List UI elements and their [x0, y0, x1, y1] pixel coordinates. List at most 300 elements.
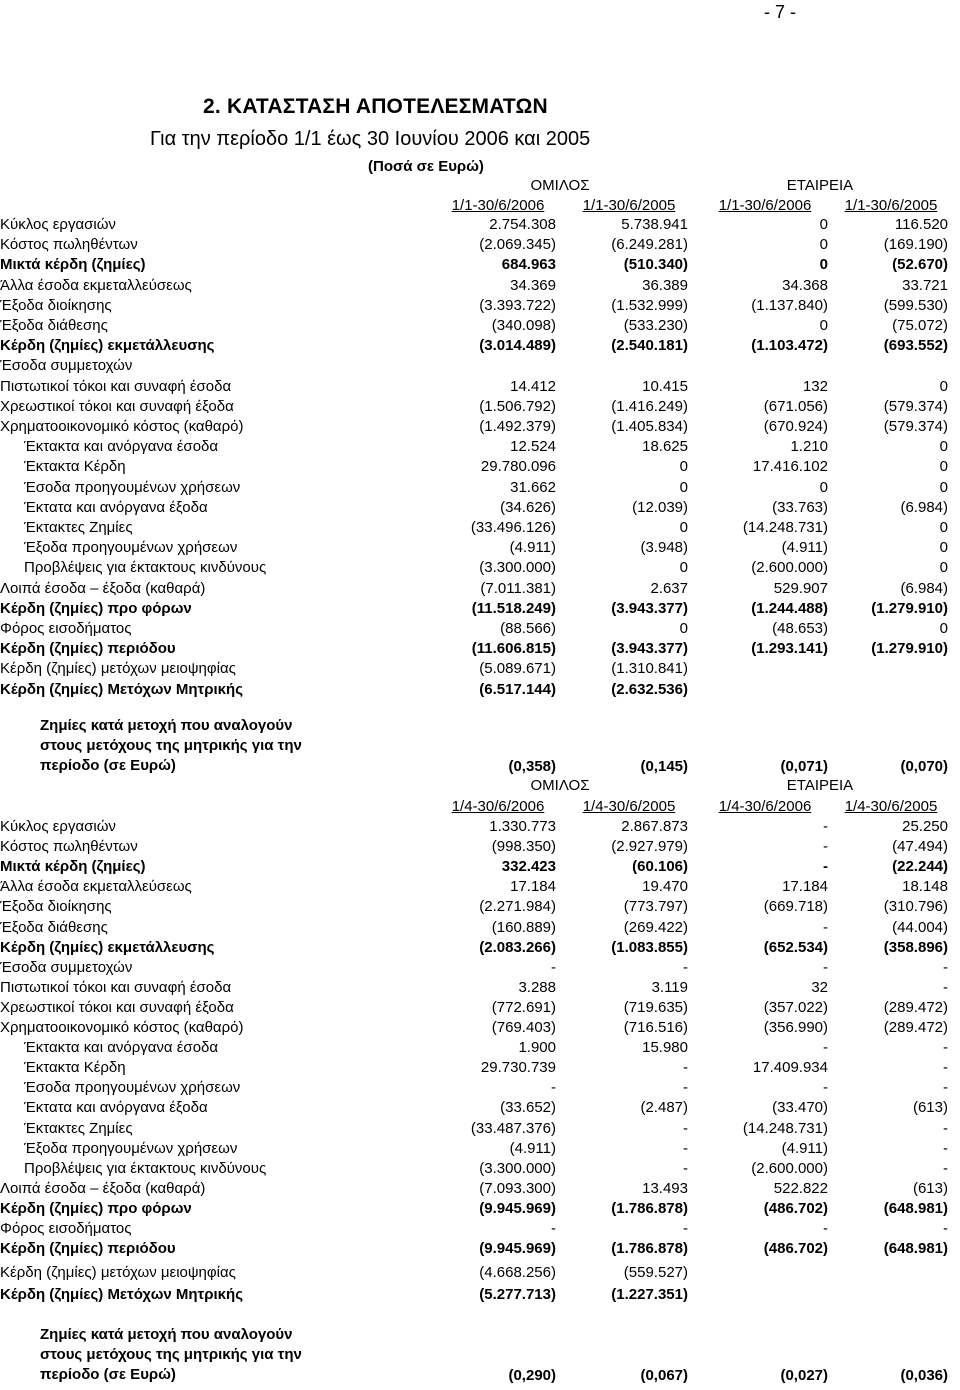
eps-value: (0,071) — [780, 758, 828, 775]
table-row — [0, 457, 960, 477]
row-value: (3.948) — [640, 539, 688, 557]
table-row — [0, 255, 960, 275]
row-value: (652.534) — [763, 938, 828, 956]
row-value: (169.190) — [883, 236, 948, 254]
group-label-etaireia: ΕΤΑΙΡΕΙΑ — [786, 777, 854, 794]
row-value: (3.014.489) — [479, 337, 556, 355]
row-label: Έξοδα διοίκησης — [0, 898, 112, 916]
row-value: 1.900 — [518, 1039, 556, 1057]
row-value: 132 — [802, 377, 828, 395]
table-row — [0, 1018, 960, 1038]
row-value: (2.632.536) — [611, 680, 688, 698]
table-row — [0, 1199, 960, 1219]
table-row — [0, 619, 960, 639]
row-value: - — [943, 1079, 948, 1097]
row-value: (4.668.256) — [479, 1264, 556, 1282]
row-value: - — [823, 958, 828, 976]
row-value: (670.924) — [763, 418, 828, 435]
eps-label-line: στους μετόχους της μητρικής για την — [40, 1346, 302, 1363]
table-row — [0, 437, 960, 457]
row-value: 0 — [819, 236, 828, 254]
table-row — [0, 998, 960, 1018]
eps-value: (0,036) — [900, 1367, 948, 1384]
row-value: (11.606.815) — [471, 640, 556, 658]
row-value: (310.796) — [883, 898, 948, 916]
row-value: 14.412 — [510, 377, 556, 395]
row-value: (2.083.266) — [479, 938, 556, 956]
row-value: 32 — [811, 978, 828, 996]
row-value: (9.945.969) — [479, 1240, 556, 1258]
table-row — [0, 1119, 960, 1139]
row-value: 34.369 — [510, 276, 556, 294]
group-label-omilos: ΟΜΙΛΟΣ — [530, 777, 590, 794]
eps-value: (0,290) — [508, 1367, 556, 1384]
row-label: Κέρδη (ζημίες) εκμετάλλευσης — [0, 337, 215, 355]
row-value: (1.786.878) — [611, 1199, 688, 1217]
table-row — [0, 897, 960, 917]
row-value: 29.730.739 — [480, 1059, 556, 1077]
row-label: Φόρος εισοδήματος — [0, 1220, 132, 1237]
row-value: (75.072) — [892, 317, 948, 334]
table-row — [0, 336, 960, 356]
period-label: 1/1-30/6/2005 — [582, 197, 676, 214]
table-row — [0, 918, 960, 938]
row-value: (7.011.381) — [480, 579, 556, 597]
row-value: (510.340) — [623, 256, 688, 274]
row-label: Έκτακτα και ανόργανα έσοδα — [24, 438, 219, 456]
table-row — [0, 680, 960, 700]
row-value: - — [823, 858, 828, 876]
table-row — [0, 1179, 960, 1199]
row-value: (289.472) — [883, 998, 948, 1016]
row-label: Χρεωστικοί τόκοι και συναφή έξοδα — [0, 397, 234, 415]
row-value: (1.786.878) — [611, 1240, 688, 1258]
row-label: Κέρδη (ζημίες) μετόχων μειοψηφίας — [0, 660, 236, 678]
row-label: Κύκλος εργασιών — [0, 216, 116, 233]
row-value: (773.797) — [623, 898, 688, 916]
row-value: 0 — [819, 478, 828, 496]
row-value: (2.069.345) — [479, 236, 556, 254]
row-value: 0 — [939, 539, 948, 557]
row-value: (22.244) — [892, 858, 948, 876]
row-value: (12.039) — [632, 498, 688, 516]
row-value: (693.552) — [883, 337, 948, 355]
row-value: 116.520 — [894, 216, 948, 233]
row-value: (719.635) — [623, 998, 688, 1016]
table-row — [0, 599, 960, 619]
row-value: 17.409.934 — [752, 1059, 828, 1077]
row-label: Έξοδα διοίκησης — [0, 296, 112, 314]
period-label: 1/1-30/6/2006 — [451, 197, 545, 214]
table-row — [0, 397, 960, 417]
row-value: 19.470 — [642, 878, 688, 896]
row-value: (14.248.731) — [742, 1119, 828, 1137]
row-value: 0 — [679, 559, 688, 577]
row-value: (1.279.910) — [871, 599, 948, 617]
period-label: 1/4-30/6/2005 — [582, 798, 676, 815]
row-label: Προβλέψεις για έκτακτους κινδύνους — [24, 559, 267, 577]
row-value: (648.981) — [883, 1199, 948, 1217]
row-value: (33.470) — [772, 1099, 828, 1117]
row-label: Χρηματοοικονομικό κόστος (καθαρό) — [0, 1019, 244, 1036]
row-value: (3.300.000) — [479, 1159, 556, 1177]
row-label: Κέρδη (ζημίες) περιόδου — [0, 640, 176, 658]
table-row — [0, 276, 960, 296]
row-label: Έξοδα προηγουμένων χρήσεων — [24, 539, 238, 557]
row-value: - — [823, 918, 828, 936]
row-value: 684.963 — [501, 256, 556, 274]
row-value: 2.754.308 — [489, 216, 556, 233]
row-value: 0 — [819, 256, 828, 274]
row-value: - — [823, 1079, 828, 1097]
row-value: 0 — [679, 519, 688, 536]
table-row — [0, 316, 960, 336]
table-row — [0, 659, 960, 679]
row-value: 15.980 — [642, 1039, 688, 1057]
row-value: (2.927.979) — [611, 838, 688, 856]
row-value: - — [943, 978, 948, 996]
row-value: (52.670) — [892, 256, 948, 274]
row-value: 0 — [939, 620, 948, 637]
row-value: 522.822 — [773, 1179, 828, 1197]
row-value: 1.330.773 — [489, 818, 556, 835]
row-value: 0 — [819, 216, 828, 233]
row-value: (11.518.249) — [471, 599, 556, 617]
row-value: (1.103.472) — [751, 337, 828, 355]
row-label: Κόστος πωληθέντων — [0, 838, 138, 856]
eps-label-line: Ζημίες κατά μετοχή που αναλογούν — [40, 717, 293, 734]
row-label: Χρηματοοικονομικό κόστος (καθαρό) — [0, 418, 244, 435]
row-value: (1.416.249) — [611, 397, 688, 415]
period-header — [0, 797, 960, 817]
row-label: Φόρος εισοδήματος — [0, 620, 132, 637]
row-value: 34.368 — [782, 276, 828, 294]
row-value: (5.277.713) — [479, 1286, 556, 1304]
row-value: (486.702) — [763, 1240, 828, 1258]
table-row — [0, 837, 960, 857]
row-label: Λοιπά έσοδα – έξοδα (καθαρά) — [0, 1179, 206, 1197]
row-value: (6.249.281) — [611, 236, 688, 254]
row-value: 0 — [939, 438, 948, 456]
row-value: - — [683, 1159, 688, 1177]
row-label: Έκτατα και ανόργανα έξοδα — [24, 1099, 208, 1117]
row-label: Προβλέψεις για έκτακτους κινδύνους — [24, 1159, 267, 1177]
row-value: 25.250 — [902, 818, 948, 835]
table-row — [0, 518, 960, 538]
row-value: (1.532.999) — [611, 296, 688, 314]
eps-label-line: Ζημίες κατά μετοχή που αναλογούν — [40, 1326, 293, 1343]
row-label: Άλλα έσοδα εκμεταλλεύσεως — [0, 878, 192, 896]
row-value: - — [551, 1079, 556, 1097]
row-value: (533.230) — [623, 317, 688, 334]
row-value: 17.184 — [782, 878, 828, 896]
row-value: (88.566) — [500, 620, 556, 637]
row-value: (1.405.834) — [611, 418, 688, 435]
table-row — [0, 498, 960, 518]
page-number: - 7 - — [764, 2, 797, 22]
row-value: (6.984) — [900, 498, 948, 516]
row-value: - — [823, 838, 828, 856]
row-value: 18.148 — [902, 878, 948, 896]
row-value: (2.540.181) — [611, 337, 688, 355]
row-value: (579.374) — [883, 418, 948, 435]
row-label: Έσοδα προηγουμένων χρήσεων — [24, 478, 241, 496]
row-value: (5.089.671) — [479, 660, 556, 678]
row-value: (48.653) — [772, 620, 828, 637]
row-value: 12.524 — [510, 438, 556, 456]
row-value: - — [823, 818, 828, 835]
row-value: (3.300.000) — [479, 559, 556, 577]
row-value: (33.652) — [500, 1099, 556, 1117]
row-value: - — [683, 1220, 688, 1237]
table-row — [0, 958, 960, 978]
row-label: Μικτά κέρδη (ζημίες) — [0, 858, 146, 876]
row-label: Λοιπά έσοδα – έξοδα (καθαρά) — [0, 579, 206, 597]
row-value: (769.403) — [491, 1019, 556, 1036]
table-row — [0, 1098, 960, 1118]
table-row — [0, 938, 960, 958]
row-value: (340.098) — [491, 317, 556, 334]
row-value: 3.119 — [651, 978, 688, 996]
row-value: (160.889) — [491, 918, 556, 936]
row-value: 33.721 — [902, 276, 948, 294]
table-row — [0, 857, 960, 877]
row-value: 31.662 — [510, 478, 556, 496]
table-row — [0, 1159, 960, 1179]
row-label: Μικτά κέρδη (ζημίες) — [0, 256, 146, 274]
table-row — [0, 558, 960, 578]
currency-note: (Ποσά σε Ευρώ) — [368, 158, 484, 175]
row-label: Κόστος πωληθέντων — [0, 236, 138, 254]
row-value: (47.494) — [892, 838, 948, 856]
period-label: 1/1-30/6/2005 — [844, 197, 938, 214]
row-value: (289.472) — [883, 1019, 948, 1036]
period-label: 1/4-30/6/2005 — [844, 798, 938, 815]
row-label: Κέρδη (ζημίες) μετόχων μειοψηφίας — [0, 1264, 236, 1282]
eps-value: (0,145) — [640, 758, 688, 775]
row-value: 10.415 — [642, 377, 688, 395]
row-value: (1.293.141) — [751, 640, 828, 658]
row-value: 1.210 — [790, 438, 828, 456]
row-value: 0 — [939, 377, 948, 395]
statement-subtitle: Για την περίοδο 1/1 έως 30 Ιουνίου 2006 και 2005 — [150, 128, 591, 150]
row-value: 0 — [679, 458, 688, 476]
table-row — [0, 356, 960, 376]
row-value: - — [823, 1039, 828, 1057]
table-row — [0, 1038, 960, 1058]
row-value: (6.984) — [900, 579, 948, 597]
row-value: - — [943, 1220, 948, 1237]
row-value: (44.004) — [892, 918, 948, 936]
row-value: 17.416.102 — [752, 458, 828, 476]
row-value: - — [683, 1079, 688, 1097]
row-label: Έξοδα προηγουμένων χρήσεων — [24, 1139, 238, 1157]
row-value: (358.896) — [883, 938, 948, 956]
row-value: - — [943, 1119, 948, 1137]
row-value: (6.517.144) — [479, 680, 556, 698]
row-value: 0 — [679, 620, 688, 637]
row-value: (998.350) — [491, 838, 556, 856]
group-header — [0, 176, 960, 196]
row-value: 17.184 — [510, 878, 556, 896]
row-value: 2.637 — [650, 579, 688, 597]
table-row — [0, 1285, 960, 1305]
row-value: (1.279.910) — [871, 640, 948, 658]
row-label: Χρεωστικοί τόκοι και συναφή έξοδα — [0, 998, 234, 1016]
row-label: Κέρδη (ζημίες) Μετόχων Μητρικής — [0, 1286, 243, 1304]
row-value: (648.981) — [883, 1240, 948, 1258]
row-value: (4.911) — [509, 539, 556, 557]
row-value: (60.106) — [632, 858, 688, 876]
row-label: Έκτακτες Ζημίες — [24, 1119, 133, 1137]
row-value: (14.248.731) — [742, 519, 828, 536]
period-label: 1/4-30/6/2006 — [451, 798, 545, 815]
row-value: 18.625 — [642, 438, 688, 456]
row-value: - — [551, 958, 556, 976]
eps-values-row — [0, 757, 960, 777]
table-row — [0, 1239, 960, 1259]
row-value: 2.867.873 — [621, 818, 688, 835]
row-value: - — [943, 1139, 948, 1157]
row-label: Πιστωτικοί τόκοι και συναφή έσοδα — [0, 978, 232, 996]
row-value: (4.911) — [509, 1139, 556, 1157]
table-row — [0, 1058, 960, 1078]
row-label: Άλλα έσοδα εκμεταλλεύσεως — [0, 276, 192, 294]
row-label: Έσοδα συμμετοχών — [0, 958, 133, 976]
row-value: (33.487.376) — [470, 1119, 556, 1137]
table-row — [0, 1139, 960, 1159]
row-value: (1.137.840) — [751, 296, 828, 314]
statement-title: 2. ΚΑΤΑΣΤΑΣΗ ΑΠΟΤΕΛΕΣΜΑΤΩΝ — [203, 95, 548, 118]
row-value: - — [551, 1220, 556, 1237]
eps-values-row — [0, 1366, 960, 1386]
row-value: 529.907 — [773, 579, 828, 597]
row-value: (599.530) — [883, 296, 948, 314]
row-label: Κύκλος εργασιών — [0, 818, 116, 835]
row-label: Έκτατα και ανόργανα έξοδα — [24, 498, 208, 516]
row-label: Κέρδη (ζημίες) εκμετάλλευσης — [0, 938, 215, 956]
table-row — [0, 1219, 960, 1239]
row-label: Έξοδα διάθεσης — [0, 317, 108, 334]
row-value: - — [943, 1159, 948, 1177]
table-row — [0, 639, 960, 659]
row-value: (4.911) — [781, 1139, 828, 1157]
row-value: 0 — [679, 478, 688, 496]
eps-value: (0,027) — [780, 1367, 828, 1384]
row-value: 0 — [939, 559, 948, 577]
row-value: (4.911) — [781, 539, 828, 557]
row-label: Κέρδη (ζημίες) προ φόρων — [0, 1199, 192, 1217]
table-row — [0, 377, 960, 397]
row-value: (559.527) — [623, 1264, 688, 1282]
row-value: (716.516) — [623, 1019, 688, 1036]
row-label: Κέρδη (ζημίες) προ φόρων — [0, 599, 192, 617]
row-value: (33.763) — [772, 498, 828, 516]
row-value: (34.626) — [500, 498, 556, 516]
eps-value: (0,358) — [508, 758, 556, 775]
row-value: 0 — [939, 458, 948, 476]
row-value: (1.227.351) — [611, 1286, 688, 1304]
row-value: (669.718) — [763, 898, 828, 916]
row-value: 0 — [819, 317, 828, 334]
row-value: (772.691) — [491, 998, 556, 1016]
row-value: (3.943.377) — [611, 640, 688, 658]
row-value: 36.389 — [642, 276, 688, 294]
eps-label-line: περίοδο (σε Ευρώ) — [40, 1366, 176, 1383]
row-value: 5.738.941 — [621, 216, 688, 233]
row-value: (9.945.969) — [479, 1199, 556, 1217]
table-row — [0, 579, 960, 599]
row-value: (1.083.855) — [611, 938, 688, 956]
row-value: (613) — [912, 1179, 948, 1197]
row-value: - — [683, 958, 688, 976]
row-value: 29.780.096 — [480, 458, 556, 476]
row-value: (2.271.984) — [479, 898, 556, 916]
row-value: (671.056) — [763, 397, 828, 415]
table-row — [0, 978, 960, 998]
table-row — [0, 296, 960, 316]
row-value: 0 — [939, 519, 948, 536]
row-value: - — [683, 1059, 688, 1077]
row-value: (1.244.488) — [751, 599, 828, 617]
row-label: Έξοδα διάθεσης — [0, 918, 108, 936]
row-value: (356.990) — [763, 1019, 828, 1036]
group-header — [0, 776, 960, 796]
row-value: - — [943, 1039, 948, 1057]
row-value: (3.393.722) — [479, 296, 556, 314]
eps-value: (0,067) — [640, 1367, 688, 1384]
row-value: - — [683, 1139, 688, 1157]
row-value: 3.288 — [518, 978, 556, 996]
row-label: Έσοδα συμμετοχών — [0, 357, 133, 375]
row-label: Έσοδα προηγουμένων χρήσεων — [24, 1079, 241, 1097]
table-row — [0, 478, 960, 498]
row-value: (2.487) — [640, 1099, 688, 1117]
row-value: 332.423 — [501, 858, 556, 876]
row-value: - — [683, 1119, 688, 1137]
row-value: - — [943, 958, 948, 976]
eps-label-line: στους μετόχους της μητρικής για την — [40, 737, 302, 754]
row-value: 0 — [939, 478, 948, 496]
period-header — [0, 196, 960, 216]
row-value: (269.422) — [623, 918, 688, 936]
row-value: (2.600.000) — [751, 1159, 828, 1177]
group-label-etaireia: ΕΤΑΙΡΕΙΑ — [786, 177, 854, 194]
row-label: Κέρδη (ζημίες) περιόδου — [0, 1240, 176, 1258]
row-value: (2.600.000) — [751, 559, 828, 577]
table-row — [0, 1078, 960, 1098]
table-row — [0, 235, 960, 255]
row-label: Έκτακτες Ζημίες — [24, 519, 133, 536]
row-label: Πιστωτικοί τόκοι και συναφή έσοδα — [0, 377, 232, 395]
eps-value: (0,070) — [900, 758, 948, 775]
group-label-omilos: ΟΜΙΛΟΣ — [530, 177, 590, 194]
row-value: (1.310.841) — [611, 660, 688, 678]
row-value: 13.493 — [642, 1179, 688, 1197]
row-label: Έκτακτα και ανόργανα έσοδα — [24, 1039, 219, 1057]
period-label: 1/1-30/6/2006 — [718, 197, 812, 214]
row-value: (7.093.300) — [479, 1179, 556, 1197]
row-value: (357.022) — [763, 998, 828, 1016]
row-value: (33.496.126) — [470, 519, 556, 536]
row-value: (1.506.792) — [479, 397, 556, 415]
row-value: (486.702) — [763, 1199, 828, 1217]
row-value: (3.943.377) — [611, 599, 688, 617]
table-row — [0, 877, 960, 897]
period-label: 1/4-30/6/2006 — [718, 798, 812, 815]
row-label: Έκτακτα Κέρδη — [24, 1059, 126, 1077]
row-value: (579.374) — [883, 397, 948, 415]
